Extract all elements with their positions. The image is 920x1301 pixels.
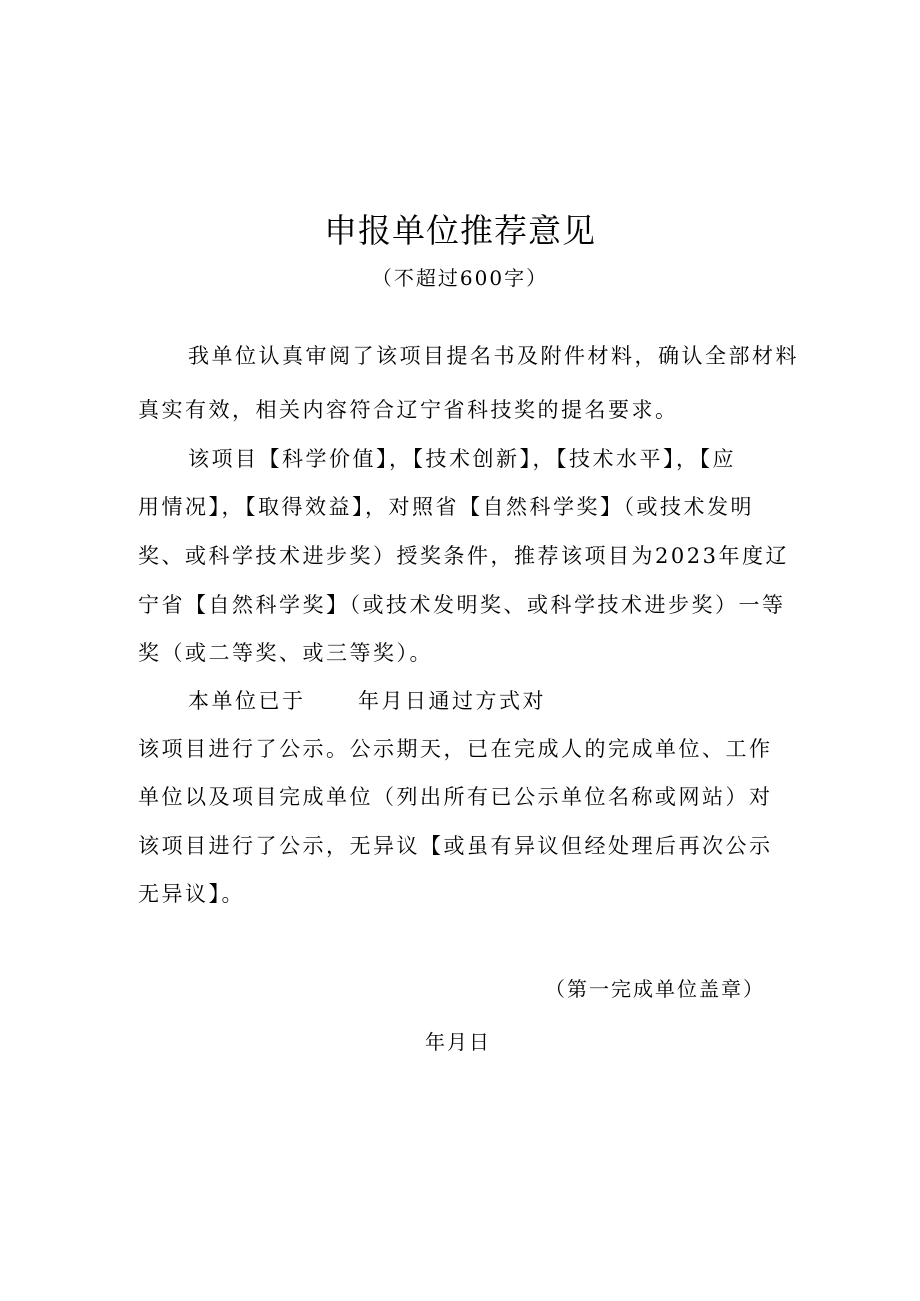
paragraph-2-line-1: 该项目【科学价值】，【技术创新】，【技术水平】，【应 xyxy=(188,447,736,471)
paragraph-2-line-3: 奖、或科学技术进步奖）授奖条件，推荐该项目为2023年度辽 xyxy=(138,544,789,568)
paragraph-2-line-5: 奖（或二等奖、或三等奖）。 xyxy=(138,641,433,665)
paragraph-3-line-2: 该项目进行了公示。公示期天，已在完成人的完成单位、工作 xyxy=(138,737,773,761)
paragraph-1-line-2: 真实有效，相关内容符合辽宁省科技奖的提名要求。 xyxy=(138,398,679,422)
paragraph-2-line-2: 用情况】，【取得效益】，对照省【自然科学奖】（或技术发明 xyxy=(138,495,754,519)
paragraph-1-line-1: 我单位认真审阅了该项目提名书及附件材料，确认全部材料 xyxy=(188,344,799,368)
paragraph-3-line-1-start: 本单位已于 xyxy=(188,689,306,713)
paragraph-3-line-5: 无异议】。 xyxy=(138,882,245,906)
paragraph-2-line-4: 宁省【自然科学奖】（或技术发明奖、或科学技术进步奖）一等 xyxy=(138,593,786,617)
paragraph-3-line-3: 单位以及项目完成单位（列出所有已公示单位名称或网站）对 xyxy=(138,785,773,809)
signature-date: 年月日 xyxy=(425,1030,491,1054)
paragraph-3-line-4: 该项目进行了公示，无异议【或虽有异议但经处理后再次公示 xyxy=(138,834,773,858)
paragraph-3-line-1-end: 年月日通过方式对 xyxy=(358,689,546,713)
document-title: 申报单位推荐意见 xyxy=(324,211,596,250)
document-subtitle: （不超过600字） xyxy=(371,266,549,290)
seal-note: （第一完成单位盖章） xyxy=(545,977,765,1001)
